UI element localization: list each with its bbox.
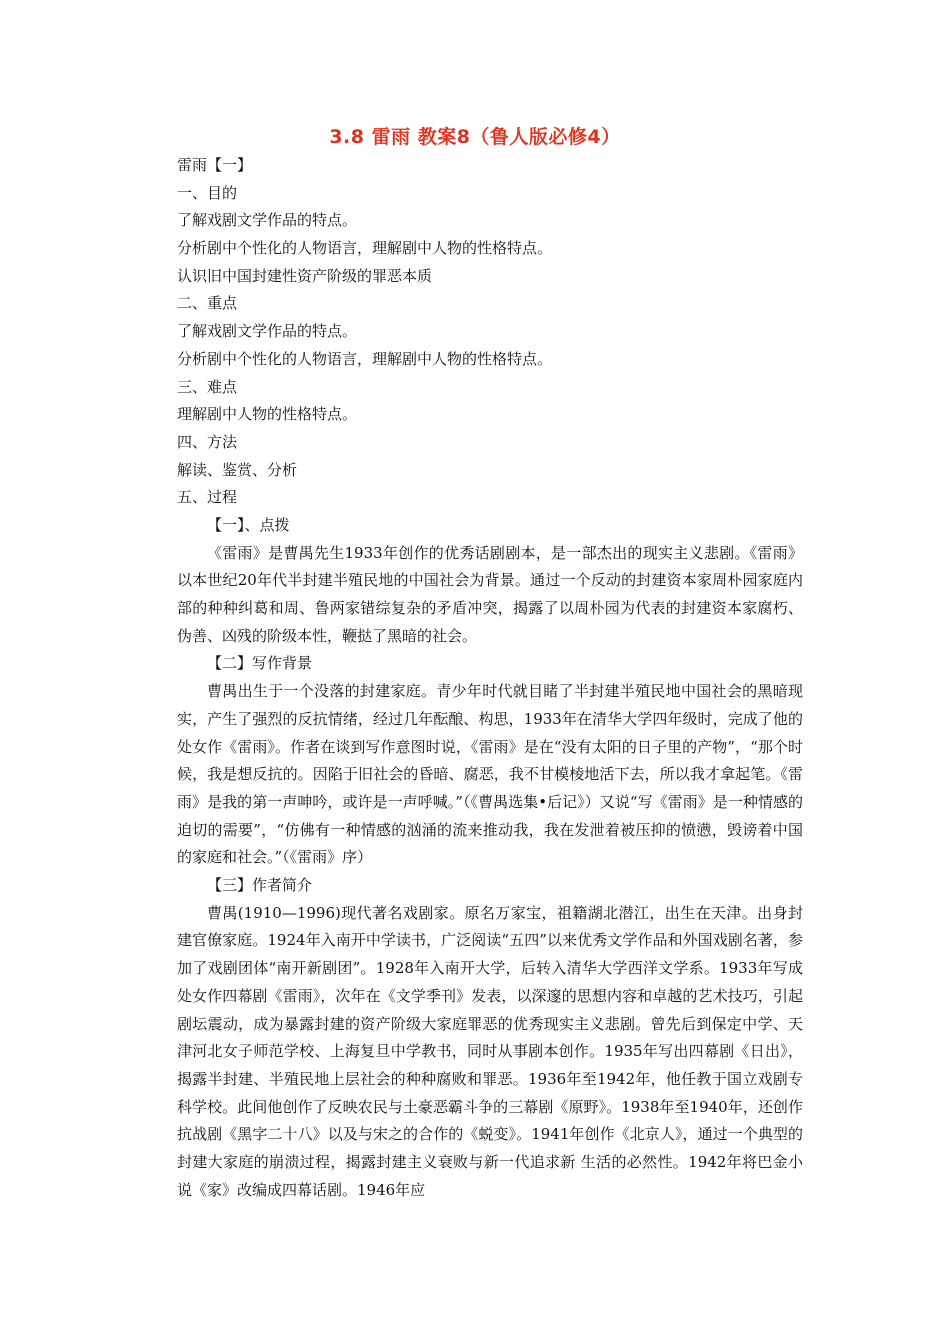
key-item: 了解戏剧文学作品的特点。 (177, 322, 358, 341)
heading-method: 四、方法 (177, 432, 238, 451)
document-body (177, 152, 803, 1205)
subheading-background: 【二】写作背景 (207, 654, 313, 673)
subheading-guidance: 【一】、点拨 (207, 515, 290, 534)
paragraph-background: 曹禺出生于一个没落的封建家庭。青少年时代就目睹了半封建半殖民地中国社会的黑暗现实，产生了强烈的反抗情绪，经过几年酝酿、构思，1933年在清华大学四年级时，完成了他的处女作《雷雨》。作者在谈到写作意图时说，《雷雨》是在“没有太阳的日子里的产物”，“那个时候，我是想反抗的。因陷于旧社会的昏暗、腐恶，我不甘模棱地活下去，所以我才拿起笔。《雷雨》是我的第一声呻吟，或许是一声呼喊。”（《曹禺选集•后记》）又说“写《雷雨》是一种情感的迫切的需要”，“仿佛有一种情感的汹涌的流来推动我，我在发泄着被压抑的愤懑，毁谤着中国的家庭和社会。”（《雷雨》序） (177, 682, 803, 867)
goal-item: 了解戏剧文学作品的特点。 (177, 211, 358, 230)
goal-item: 认识旧中国封建性资产阶级的罪恶本质 (177, 266, 433, 285)
subheading-author: 【三】作者简介 (207, 876, 313, 895)
key-item: 分析剧中个性化的人物语言，理解剧中人物的性格特点。 (177, 349, 553, 368)
section-heading: 雷雨【一】 (177, 156, 253, 174)
paragraph-author: 曹禺(1910—1996)现代著名戏剧家。原名万家宝，祖籍湖北潜江，出生在天津。出身封建官僚家庭。1924年入南开中学读书，广泛阅读“五四”以来优秀文学作品和外国戏剧名著，参加了戏剧团体“南开新剧团”。1928年入南开大学，后转入清华大学西洋文学系。1933年写成处女作四幕剧《雷雨》，次年在《文学季刊》发表，以深邃的思想内容和卓越的艺术技巧，引起剧坛震动，成为暴露封建的资产阶级大家庭罪恶的优秀现实主义悲剧。曾先后到保定中学、天津河北女子师范学校、上海复旦中学教书，同时从事剧本创作。1935年写出四幕剧《日出》，揭露半封建、半殖民地上层社会的种种腐败和罪恶。1936年至1942年，他任教于国立戏剧专科学校。此间他创作了反映农民与土豪恶霸斗争的三幕剧《原野》。1938年至1940年，还创作抗战剧《黑字二十八》以及与宋之的合作的《蜕变》。1941年创作《北京人》，通过一个典型的封建大家庭的崩溃过程，揭露封建主义衰败与新一代追求新 生活的必然性。1942年将巴金小说《家》改编成四幕话剧。1946年应 (177, 903, 803, 1199)
heading-key-points: 二、重点 (177, 294, 238, 313)
paragraph-guidance: 《雷雨》是曹禺先生1933年创作的优秀话剧剧本，是一部杰出的现实主义悲剧。《雷雨》以本世纪20年代半封建半殖民地的中国社会为背景。通过一个反动的封建资本家周朴园家庭内部的种种纠葛和周、鲁两家错综复杂的矛盾冲突，揭露了以周朴园为代表的封建资本家腐朽、伪善、凶残的阶级本性，鞭挞了黑暗的社会。 (177, 543, 803, 645)
heading-goal: 一、目的 (177, 183, 238, 202)
page-title: 3.8 雷雨 教案8（鲁人版必修4） (329, 126, 621, 148)
goal-item: 分析剧中个性化的人物语言，理解剧中人物的性格特点。 (177, 239, 553, 258)
difficulty-item: 理解剧中人物的性格特点。 (177, 405, 358, 424)
heading-process: 五、过程 (177, 488, 238, 507)
method-item: 解读、鉴赏、分析 (177, 460, 298, 479)
heading-difficulty: 三、难点 (177, 377, 238, 396)
